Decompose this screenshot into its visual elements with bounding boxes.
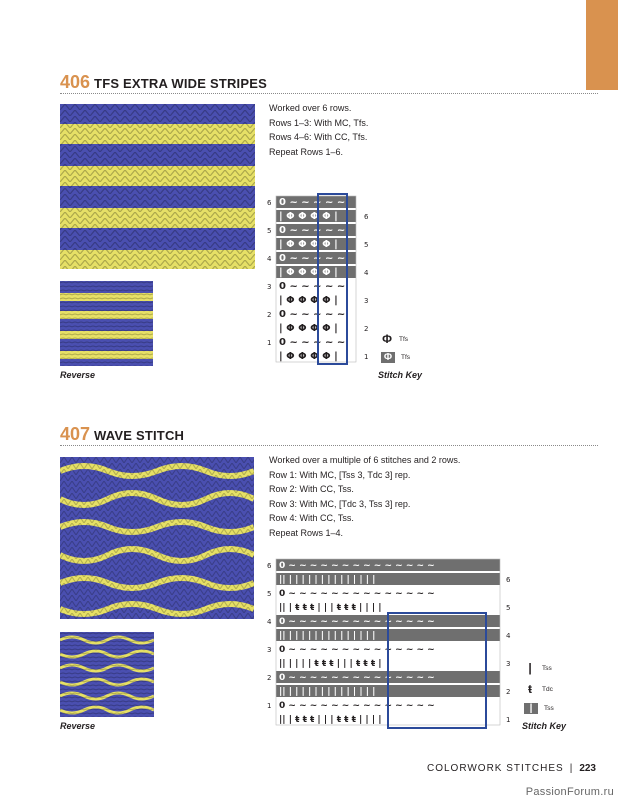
instruction-line: Worked over a multiple of 6 stitches and 2 rows. — [269, 455, 461, 465]
row-label: 1 — [267, 339, 272, 347]
svg-text:0 ~ ~ ~ ~ ~ ~ ~ ~ ~ ~ ~ ~ ~ ~: 0 ~ ~ ~ ~ ~ ~ ~ ~ ~ ~ ~ ~ ~ ~ — [279, 645, 435, 655]
reverse-caption: Reverse — [60, 370, 96, 380]
key-label: Tss — [542, 664, 552, 672]
swatch-407-reverse — [60, 632, 154, 717]
section-title: WAVE STITCH — [94, 428, 185, 443]
instruction-line: Rows 1–3: With MC, Tfs. — [269, 117, 369, 128]
swatch-406-reverse — [60, 281, 153, 366]
svg-text:| Φ Φ Φ Φ |: | Φ Φ Φ Φ | — [279, 295, 338, 306]
section-number: 407 — [60, 424, 91, 444]
stitch-key-caption: Stitch Key — [378, 370, 423, 380]
svg-text:0 ~ ~ ~ ~ ~: 0 ~ ~ ~ ~ ~ — [279, 337, 346, 348]
svg-text:|| | | | | | | | | | | | | | |: || | | | | | | | | | | | | | | — [279, 575, 376, 585]
watermark: PassionForum.ru — [525, 786, 614, 798]
section-number: 406 — [60, 72, 91, 92]
row-label: 1 — [506, 716, 511, 724]
tfs-inverse-symbol-icon: Φ — [381, 352, 395, 363]
row-label: 2 — [267, 674, 272, 682]
instruction-line: Rows 4–6: With CC, Tfs. — [269, 132, 368, 142]
reverse-caption: Reverse — [60, 721, 96, 731]
row-label: 1 — [364, 353, 369, 361]
tfs-symbol-icon: Φ — [382, 332, 392, 346]
instruction-line: Row 2: With CC, Tss. — [269, 484, 354, 494]
key-item — [381, 332, 408, 346]
instructions-406 — [269, 101, 368, 159]
instructions-407 — [269, 453, 460, 540]
row-label: 6 — [267, 199, 272, 207]
stitch-key-caption: Stitch Key — [522, 721, 567, 731]
stitch-chart-407 — [262, 553, 516, 731]
svg-text:0 ~ ~ ~ ~ ~: 0 ~ ~ ~ ~ ~ — [279, 225, 346, 236]
row-label: 3 — [267, 646, 272, 654]
key-label: Tfs — [399, 335, 409, 343]
key-label: Tss — [544, 705, 554, 712]
footer-separator: | — [569, 763, 574, 774]
svg-text:|| | | | | ŧ ŧ ŧ | | | ŧ ŧ ŧ |: || | | | | ŧ ŧ ŧ | | | ŧ ŧ ŧ | — [279, 659, 382, 669]
section-407-heading — [60, 424, 184, 445]
svg-text:0 ~ ~ ~ ~ ~ ~ ~ ~ ~ ~ ~ ~ ~ ~: 0 ~ ~ ~ ~ ~ ~ ~ ~ ~ ~ ~ ~ ~ ~ — [279, 701, 435, 711]
svg-text:| Φ Φ Φ Φ |: | Φ Φ Φ Φ | — [279, 267, 338, 278]
section-rule — [60, 93, 598, 94]
row-label: 5 — [506, 604, 511, 612]
row-label: 2 — [267, 311, 272, 319]
svg-text:0 ~ ~ ~ ~ ~ ~ ~ ~ ~ ~ ~ ~ ~ ~: 0 ~ ~ ~ ~ ~ ~ ~ ~ ~ ~ ~ ~ ~ ~ — [279, 561, 435, 571]
svg-text:| Φ Φ Φ Φ |: | Φ Φ Φ Φ | — [279, 211, 338, 222]
swatch-407-front — [60, 457, 254, 619]
svg-text:|| | ŧ ŧ ŧ | | | ŧ ŧ ŧ | | | |: || | ŧ ŧ ŧ | | | ŧ ŧ ŧ | | | | — [279, 603, 382, 613]
instruction-line: Repeat Rows 1–6. — [269, 146, 344, 157]
tdc-symbol-icon: ŧ — [528, 682, 532, 696]
row-label: 4 — [267, 255, 272, 263]
row-label: 5 — [267, 590, 272, 598]
instruction-line: Row 4: With CC, Tss. — [269, 513, 354, 523]
row-label: 2 — [364, 325, 369, 333]
swatch-406-front — [60, 104, 255, 269]
svg-text:0 ~ ~ ~ ~ ~ ~ ~ ~ ~ ~ ~ ~ ~ ~: 0 ~ ~ ~ ~ ~ ~ ~ ~ ~ ~ ~ ~ ~ ~ — [279, 673, 435, 683]
row-label: 4 — [364, 269, 369, 277]
row-label: 4 — [267, 618, 272, 626]
row-label: 4 — [506, 632, 511, 640]
section-title: TFS EXTRA WIDE STRIPES — [94, 76, 267, 91]
svg-text:|| | | | | | | | | | | | | | |: || | | | | | | | | | | | | | | — [279, 631, 376, 641]
svg-text:|| | | | | | | | | | | | | | |: || | | | | | | | | | | | | | | — [279, 687, 376, 697]
key-item — [381, 352, 410, 363]
svg-text:| Φ Φ Φ Φ |: | Φ Φ Φ Φ | — [279, 323, 338, 334]
section-rule — [60, 445, 598, 446]
key-item — [524, 661, 552, 675]
row-label: 3 — [364, 297, 369, 305]
svg-text:0 ~ ~ ~ ~ ~: 0 ~ ~ ~ ~ ~ — [279, 253, 346, 264]
row-label: 3 — [506, 660, 511, 668]
key-label: Tfs — [401, 354, 411, 361]
row-label: 5 — [267, 227, 272, 235]
row-label: 6 — [364, 213, 369, 221]
row-label: 6 — [506, 576, 511, 584]
page-footer — [427, 763, 596, 774]
instruction-line: Repeat Rows 1–4. — [269, 527, 344, 538]
page-number: 223 — [579, 763, 596, 774]
instruction-line: Row 3: With MC, [Tdc 3, Tss 3] rep. — [269, 498, 411, 509]
section-406-heading — [60, 72, 267, 93]
tss-inverse-symbol-icon: | — [524, 703, 538, 714]
row-label: 2 — [506, 688, 511, 696]
key-item — [524, 682, 553, 696]
svg-text:0 ~ ~ ~ ~ ~: 0 ~ ~ ~ ~ ~ — [279, 281, 346, 292]
svg-text:0 ~ ~ ~ ~ ~: 0 ~ ~ ~ ~ ~ — [279, 197, 346, 208]
svg-text:|| | ŧ ŧ ŧ | | | ŧ ŧ ŧ | | | |: || | ŧ ŧ ŧ | | | ŧ ŧ ŧ | | | | — [279, 715, 382, 725]
row-label: 6 — [267, 562, 272, 570]
stitch-chart-406 — [262, 190, 374, 366]
tss-symbol-icon: | — [528, 661, 532, 675]
svg-text:| Φ Φ Φ Φ |: | Φ Φ Φ Φ | — [279, 239, 338, 250]
svg-text:0 ~ ~ ~ ~ ~ ~ ~ ~ ~ ~ ~ ~ ~ ~: 0 ~ ~ ~ ~ ~ ~ ~ ~ ~ ~ ~ ~ ~ ~ — [279, 589, 435, 599]
chapter-tab — [586, 0, 618, 90]
instruction-line: Worked over 6 rows. — [269, 103, 352, 113]
svg-text:0 ~ ~ ~ ~ ~: 0 ~ ~ ~ ~ ~ — [279, 309, 346, 320]
row-label: 3 — [267, 283, 272, 291]
row-label: 1 — [267, 702, 272, 710]
key-item — [524, 703, 554, 714]
row-label: 5 — [364, 241, 369, 249]
key-label: Tdc — [542, 685, 553, 693]
svg-text:| Φ Φ Φ Φ |: | Φ Φ Φ Φ | — [279, 351, 338, 362]
svg-text:0 ~ ~ ~ ~ ~ ~ ~ ~ ~ ~ ~ ~ ~ ~: 0 ~ ~ ~ ~ ~ ~ ~ ~ ~ ~ ~ ~ ~ ~ — [279, 617, 435, 627]
instruction-line: Row 1: With MC, [Tss 3, Tdc 3] rep. — [269, 469, 411, 480]
footer-section-label: COLORWORK STITCHES — [426, 763, 564, 774]
